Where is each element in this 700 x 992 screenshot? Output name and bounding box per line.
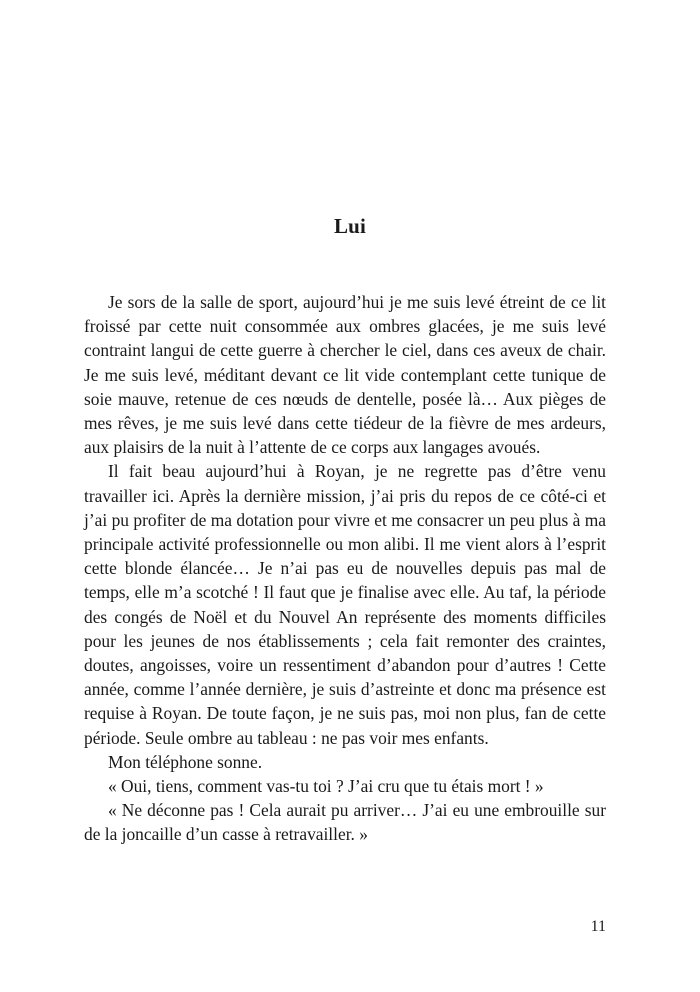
paragraph: « Oui, tiens, comment vas-tu toi ? J’ai cru que tu étais mort ! »	[108, 776, 544, 797]
paragraph: Il fait beau aujourd’hui à Royan, je ne regrette pas d’être venu travailler ici. Après la dernière mission, j’ai pris du repos de ce côté-ci et j’ai pu profiter de ma dotation pour vivre et me consacrer un peu plus à ma principale activité professionnelle ou mon alibi. Il me vient alors à l’esprit cette blonde élancée… Je n’ai pas eu de nouvelles depuis pas mal de temps, elle m’a scotché ! Il faut que je finalise avec elle. Au taf, la période des congés de Noël et du Nouvel An représente des moments difficiles pour les jeunes de nos établissements ; cela fait remonter des craintes, doutes, angoisses, voire un ressentiment d’abandon pour d’autres ! Cette année, comme l’année dernière, je suis d’astreinte et donc ma présence est requise à Royan. De toute façon, je ne suis pas, moi non plus, fan de cette période. Seule ombre au tableau : ne pas voir mes enfants.	[84, 461, 606, 748]
page-number: 11	[590, 918, 606, 935]
paragraph: Mon téléphone sonne.	[108, 751, 263, 772]
chapter-title: Lui	[333, 214, 367, 239]
body-text	[84, 290, 606, 847]
paragraph: « Ne déconne pas ! Cela aurait pu arriver… J’ai eu une embrouille sur de la joncaille d’un casse à retravailler. »	[84, 800, 606, 845]
paragraph: Je sors de la salle de sport, aujourd’hui je me suis levé étreint de ce lit froissé par cette nuit consommée aux ombres glacées, je me suis levé contraint langui de cette guerre à chercher le ciel, dans ces aveux de chair. Je me suis levé, méditant devant ce lit vide contemplant cette tunique de soie mauve, retenue de ces nœuds de dentelle, posée là… Aux pièges de mes rêves, je me suis levé dans cette tiédeur de la fièvre de mes ardeurs, aux plaisirs de la nuit à l’attente de ce corps aux langages avoués.	[84, 292, 606, 458]
